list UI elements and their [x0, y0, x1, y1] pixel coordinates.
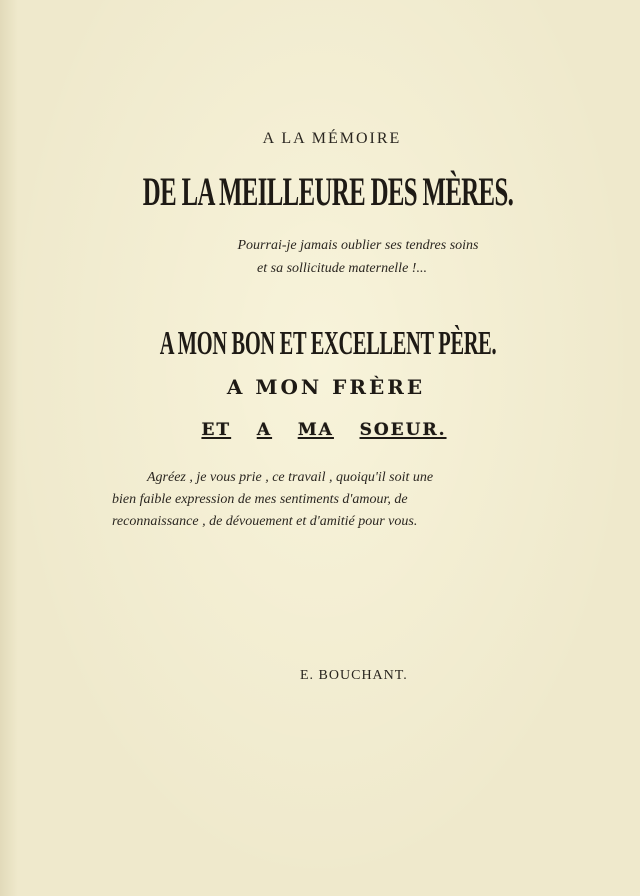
memorial-heading: A LA MÉMOIRE [262, 130, 402, 147]
poem-line-2: et sa sollicitude maternelle !... [257, 261, 427, 276]
poem-line-1: Pourrai-je jamais oublier ses tendres soins [237, 238, 479, 253]
sister-word-soeur: SOEUR. [359, 420, 447, 440]
brother-heading: A MON FRÈRE [226, 375, 426, 399]
mother-heading: DE LA MEILLEURE DES MÈRES. [142, 169, 514, 214]
dedication-line-3: reconnaissance , de dévouement et d'amitié pour vous. [112, 514, 418, 529]
sister-word-a: A [256, 420, 273, 440]
sister-heading [4, 420, 640, 440]
author-signature: E. BOUCHANT. [300, 668, 408, 683]
dedication-line-2: bien faible expression de mes sentiments d'amour, de [112, 492, 408, 507]
father-heading: A MON BON ET EXCELLENT PÈRE. [159, 325, 497, 362]
sister-word-ma: MA [297, 420, 334, 440]
sister-word-et: ET [201, 420, 232, 440]
dedication-line-1: Agréez , je vous prie , ce travail , quoiqu'il soit une [147, 470, 434, 485]
